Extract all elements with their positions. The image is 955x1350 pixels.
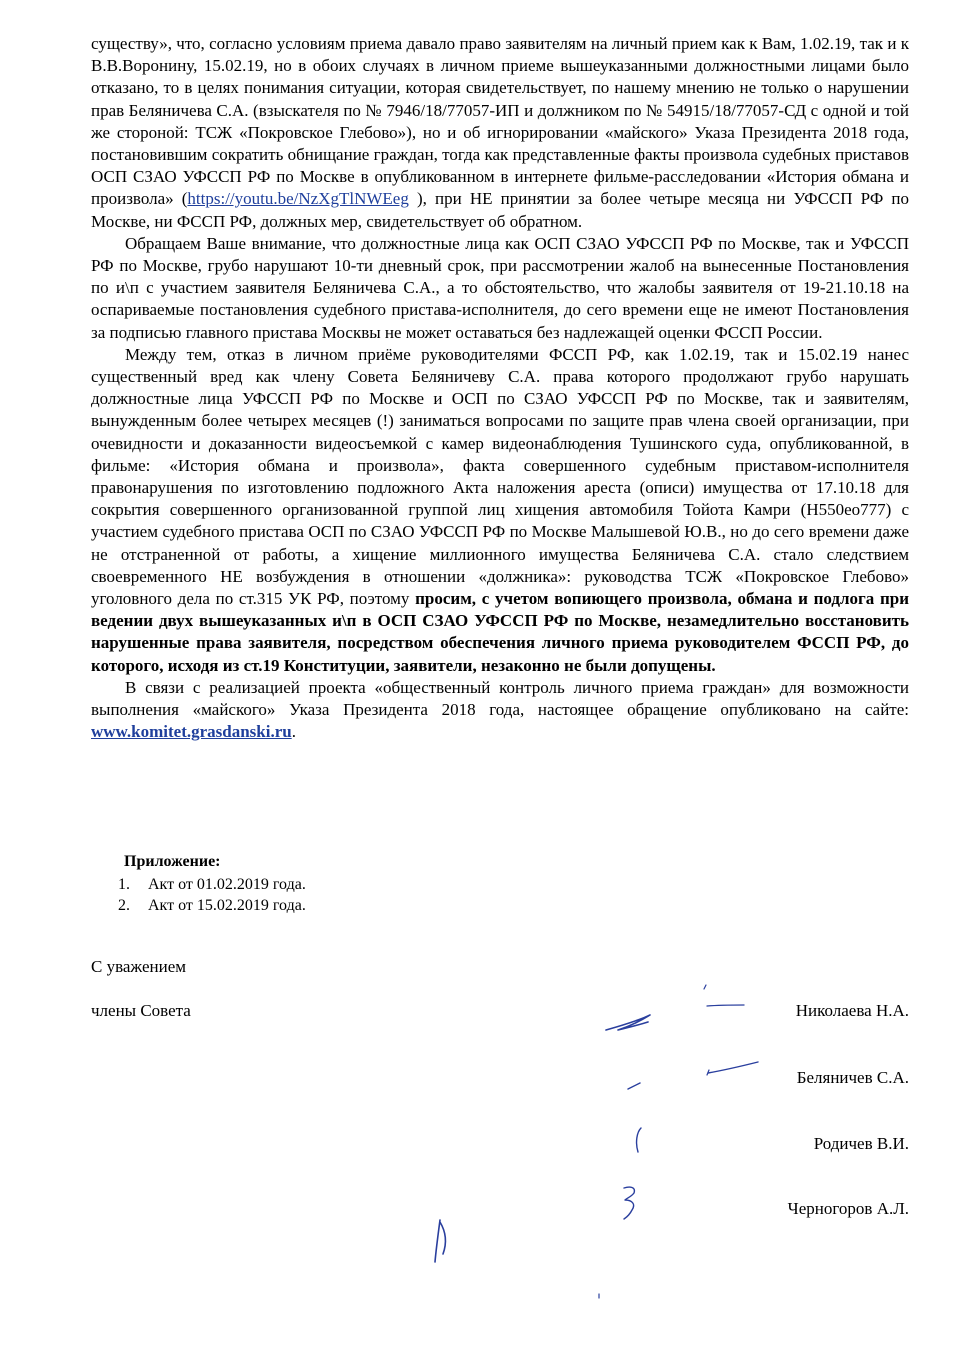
signer-name: Черногоров А.Л.	[787, 1199, 909, 1218]
signature-mark-7	[637, 1128, 641, 1152]
signature-mark-1	[704, 985, 706, 989]
signature-mark-3	[606, 1015, 650, 1030]
signer-name: Беляничев С.А.	[796, 1068, 909, 1087]
signature-mark-9	[435, 1220, 445, 1262]
paragraph-4: В связи с реализацией проекта «общественный контроль личного приема граждан» для возможности выполнения «майского» Указа Президента 2018 года, настоящее обращение опубликовано на сайте: www.komitet.grasdanski.ru.	[91, 677, 909, 742]
regards-text: С уважением	[91, 957, 187, 976]
youtube-link[interactable]: https://youtu.be/NzXgTlNWEeg	[187, 189, 409, 209]
signature-mark-6	[628, 1083, 640, 1089]
signer-name: Родичев В.И.	[813, 1134, 909, 1153]
signature-mark-2	[707, 1005, 744, 1006]
signature-mark-8	[624, 1187, 634, 1219]
appendix-item: 1. Акт от 01.02.2019 года.	[118, 876, 306, 893]
appendix-item: 2. Акт от 15.02.2019 года.	[118, 897, 306, 914]
council-members-label: члены Совета	[91, 1001, 191, 1020]
request-bold-text: просим, с учетом вопиющего произвола, обмана и подлога при ведении двух вышеуказанных и\п в ОСП СЗАО УФССП РФ по Москве, незамедлительно восстановить нарушенные права заявителя, посредством обеспечения личного приема руководителем ФССП РФ, до которого, исходя из ст.19 Конституции, заявители, незаконно не были допущены.	[91, 589, 909, 675]
website-link[interactable]: www.komitet.grasdanski.ru	[91, 722, 292, 742]
paragraph-2: Обращаем Ваше внимание, что должностные лица как ОСП СЗАО УФССП РФ по Москве, так и УФССП РФ по Москве, грубо нарушают 10-ти дневный срок, при рассмотрении жалоб на вынесенные Постановления по и\п с участием заявителя Беляничева С.А., а то обстоятельство, что жалобы заявителя от 19-21.10.18 на оспариваемые постановления судебного пристава-исполнителя, до сего времени еще не имеют Постановления за подписью главного пристава Москвы не может оставаться без надлежащей оценки ФССП России.	[91, 233, 909, 342]
signature-mark-4	[708, 1062, 758, 1073]
paragraph-3: Между тем, отказ в личном приёме руководителями ФССП РФ, как 1.02.19, так и 15.02.19 нанес существенный вред как члену Совета Беляничеву С.А. права которого продолжают грубо нарушать должностные лица УФССП РФ по Москве и ОСП по СЗАО УФССП РФ по Москве, так и заявителям, вынужденным более четырех месяцев (!) заниматься вопросами по защите прав члена своей организации, при очевидности и доказанности видеосъемкой с камер видеонаблюдения Тушинского суда, опубликованной, в фильме: «История обмана и произвола», факта совершенного судебным приставом-исполнителя правонарушения по изготовлению подложного Акта наложения ареста (описи) имущества от 17.10.18 для сокрытия совершенного организованной группой лиц хищения автомобиля Тойота Камри (Н550ео777) с участием судебного пристава ОСП по СЗАО УФССП РФ по Москве Малышевой Ю.В., но до сего времени даже не отстраненной от работы, а хищение миллионного имущества Беляничева С.А. стало следствием своевременного НЕ возбуждения в отношении «должника»: руководства ТСЖ «Покровское Глебово» уголовного дела по ст.315 УК РФ, поэтому просим, с учетом вопиющего произвола, обмана и подлога при ведении двух вышеуказанных и\п в ОСП СЗАО УФССП РФ по Москве, незамедлительно восстановить нарушенные права заявителя, посредством обеспечения личного приема руководителем ФССП РФ, до которого, исходя из ст.19 Конституции, заявители, незаконно не были допущены.	[91, 344, 909, 675]
signer-name: Николаева Н.А.	[795, 1001, 909, 1020]
appendix-title: Приложение:	[124, 853, 221, 870]
paragraph-1: существу», что, согласно условиям приема давало право заявителям на личный прием как к Вам, 1.02.19, так и к В.В.Воронину, 15.02.19, но в обоих случаях в личном приеме вышеуказанными должностными лицами было отказано, то в целях понимания ситуации, которая свидетельствует, по нашему мнению не только о нарушении прав Беляничева С.А. (взыскателя по № 7946/18/77057-ИП и должником по № 54915/18/77057-СД с одной и той же стороной: ТСЖ «Покровское Глебово»), но и об игнорировании «майского» Указа Президента 2018 года, постановившим сократить обнищание граждан, тогда как представленные факты произвола судебных приставов ОСП СЗАО УФССП РФ по Москве в опубликованном в интернете фильме-расследовании «История обмана и произвола» (https://youtu.be/NzXgTlNWEeg ), при НЕ принятии за более четыре месяца ни УФССП РФ по Москве, ни ФССП РФ, должных мер, свидетельствует об обратном.	[91, 34, 909, 231]
